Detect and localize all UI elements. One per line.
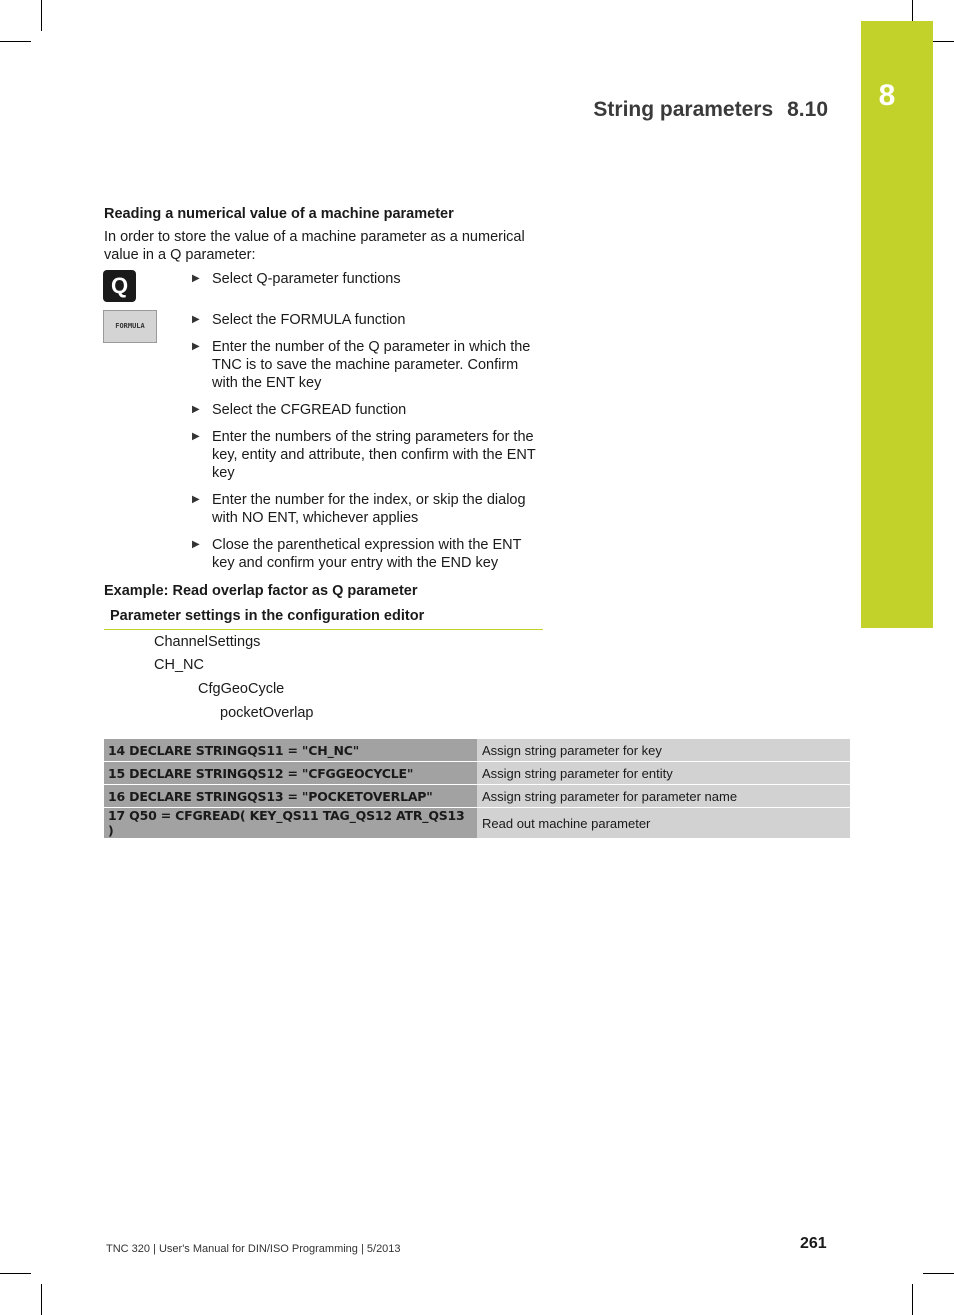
q-key-icon: Q	[103, 270, 136, 302]
crop-mark	[923, 1273, 954, 1274]
triangle-bullet-icon: ▶	[192, 273, 200, 284]
crop-mark	[912, 0, 913, 21]
table-row	[104, 785, 850, 808]
description-cell: Read out machine parameter	[477, 808, 850, 839]
tree-item: CfgGeoCycle	[198, 681, 285, 697]
code-cell: 15 DECLARE STRINGQS12 = "CFGGEOCYCLE"	[104, 762, 477, 785]
step-item: ▶ Close the parenthetical expression with the ENT key and confirm your entry with the END key	[192, 537, 522, 571]
page-number: 261	[800, 1235, 827, 1252]
triangle-bullet-icon: ▶	[192, 341, 200, 352]
triangle-bullet-icon: ▶	[192, 494, 200, 505]
table-row	[104, 808, 850, 839]
section-heading: Reading a numerical value of a machine parameter	[104, 206, 454, 222]
header-title: String parameters	[593, 98, 774, 121]
param-settings-header	[104, 607, 543, 630]
formula-softkey: FORMULA	[103, 310, 157, 343]
footer-text: TNC 320 | User's Manual for DIN/ISO Programming | 5/2013	[106, 1243, 401, 1255]
step-item: ▶ Enter the number for the index, or skip the dialog with NO ENT, whichever applies	[192, 492, 526, 526]
description-cell: Assign string parameter for entity	[477, 762, 850, 785]
step-item: ▶ Enter the numbers of the string parameters for the key, entity and attribute, then confirm with the ENT key	[192, 429, 536, 481]
tree-item: CH_NC	[154, 657, 204, 673]
tree-item: pocketOverlap	[220, 705, 314, 721]
table-row	[104, 762, 850, 785]
code-cell: 16 DECLARE STRINGQS13 = "POCKETOVERLAP"	[104, 785, 477, 808]
example-heading: Example: Read overlap factor as Q parameter	[104, 583, 418, 599]
table-row	[104, 739, 850, 762]
step-item: ▶ Enter the number of the Q parameter in which the TNC is to save the machine parameter. Confirm with the ENT key	[192, 339, 531, 391]
chapter-tab	[861, 21, 933, 628]
triangle-bullet-icon: ▶	[192, 314, 200, 325]
crop-mark	[0, 1273, 31, 1274]
triangle-bullet-icon: ▶	[192, 539, 200, 550]
page-header	[593, 98, 828, 122]
crop-mark	[912, 1284, 913, 1315]
description-cell: Assign string parameter for parameter name	[477, 785, 850, 808]
tree-item: ChannelSettings	[154, 634, 261, 650]
chapter-number: 8	[878, 79, 896, 112]
step-item: ▶ Select Q-parameter functions	[192, 271, 401, 287]
description-cell: Assign string parameter for key	[477, 739, 850, 762]
code-cell: 17 Q50 = CFGREAD( KEY_QS11 TAG_QS12 ATR_QS13 )	[104, 808, 477, 839]
param-settings-title: Parameter settings in the configuration editor	[110, 608, 425, 624]
crop-mark	[0, 41, 31, 42]
step-item: ▶ Select the FORMULA function	[192, 312, 406, 328]
crop-mark	[41, 1284, 42, 1315]
code-cell: 14 DECLARE STRINGQS11 = "CH_NC"	[104, 739, 477, 762]
intro-text: In order to store the value of a machine parameter as a numerical value in a Q parameter:	[104, 229, 525, 263]
code-table	[104, 739, 850, 839]
triangle-bullet-icon: ▶	[192, 431, 200, 442]
step-item: ▶ Select the CFGREAD function	[192, 402, 407, 418]
triangle-bullet-icon: ▶	[192, 404, 200, 415]
header-section: 8.10	[787, 98, 828, 121]
crop-mark	[41, 0, 42, 31]
